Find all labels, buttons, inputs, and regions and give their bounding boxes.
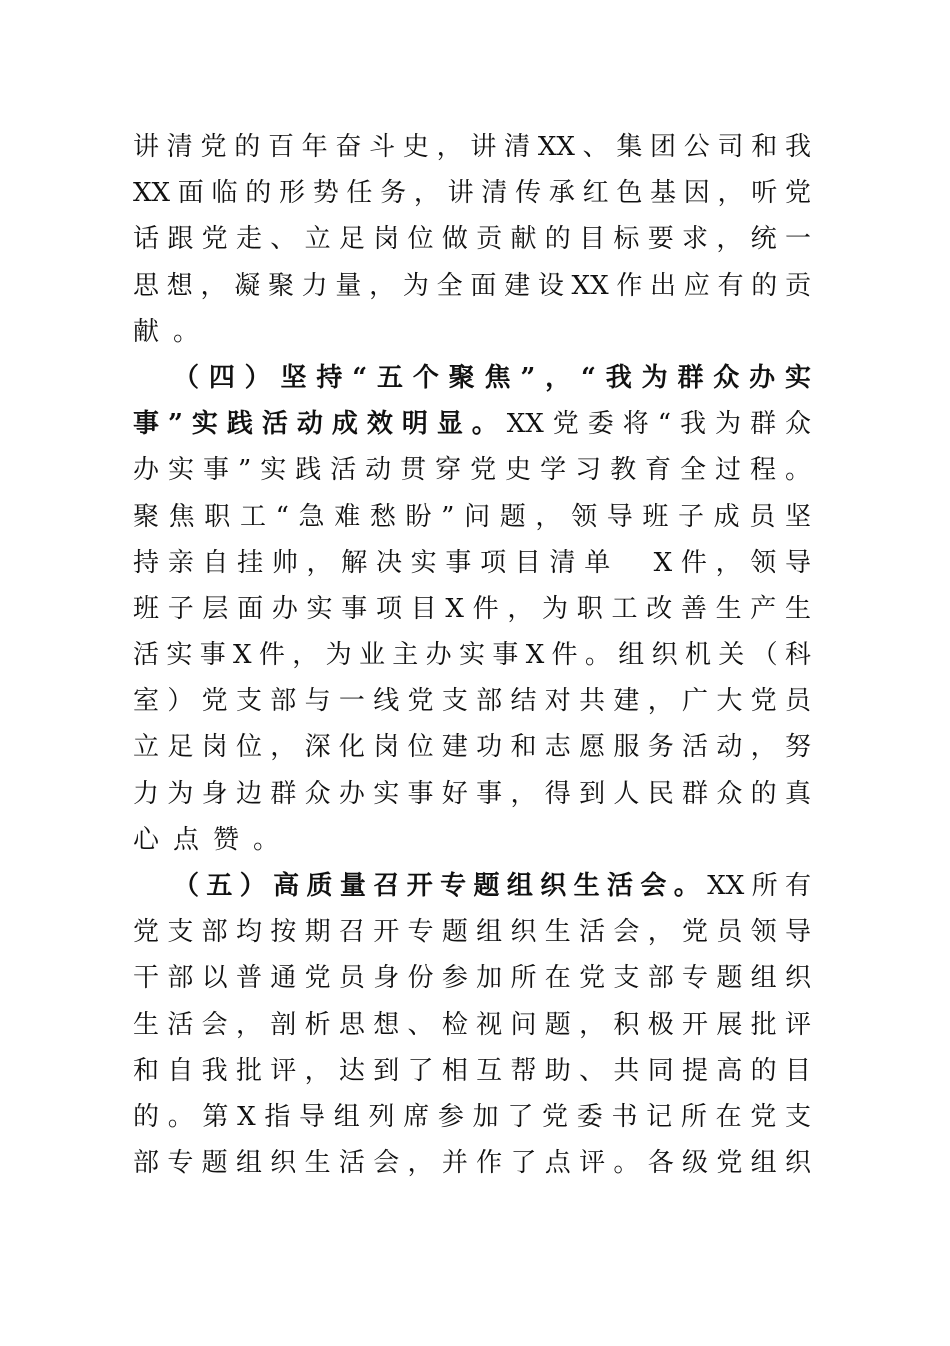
body-text: 的。第X指导组列席参加了党委书记所在党支 [133,1101,811,1132]
text-line [133,170,811,216]
body-text: 立足岗位，深化岗位建功和志愿服务活动，努 [133,732,811,763]
body-text: XX所有 [707,871,811,901]
text-line [133,216,811,262]
text-line [133,955,811,1001]
body-text: 生活会，剖析思想、检视问题，积极开展批评 [133,1009,811,1040]
text-line [133,817,811,863]
text-line [133,124,811,170]
body-text: 部专题组织生活会，并作了点评。各级党组织 [133,1148,811,1179]
document-page [133,124,811,1186]
text-line [133,1048,811,1094]
body-text: 和自我批评，达到了相互帮助、共同提高的目 [133,1055,811,1086]
text-line [133,540,811,586]
text-line [133,724,811,770]
body-text: 讲清党的百年奋斗史，讲清XX、集团公司和我 [133,132,811,162]
text-line [133,355,811,401]
text-line [133,771,811,817]
body-text: 力为身边群众办实事好事，得到人民群众的真 [133,778,811,809]
bold-heading-text: 事”实践活动成效明显。 [133,409,507,440]
body-text: 持亲自挂帅，解决实事项目清单 X件，领导 [133,547,811,578]
body-text: 话跟党走、立足岗位做贡献的目标要求，统一 [133,224,811,255]
text-line [133,309,811,355]
body-text: 活实事X件，为业主办实事X件。组织机关（科 [133,640,811,671]
text-line [133,1002,811,1048]
body-text: 班子层面办实事项目X件，为职工改善生产生 [133,593,811,624]
body-text: XX面临的形势任务，讲清传承红色基因，听党 [133,178,811,209]
text-line [133,263,811,309]
bold-heading-text: （五）高质量召开专题组织生活会。 [173,871,708,901]
bold-heading-text: （四）坚持“五个聚焦”，“我为群众办实 [173,362,811,393]
body-text: XX党委将“我为群众 [506,409,811,440]
text-line [133,447,811,493]
text-line [133,586,811,632]
text-line [133,678,811,724]
text-line [133,401,811,447]
body-text: 思想，凝聚力量，为全面建设XX作出应有的贡 [133,270,811,301]
text-line [133,494,811,540]
body-text: 聚焦职工“急难愁盼”问题，领导班子成员坚 [133,501,811,532]
text-line [133,1140,811,1186]
text-line [133,863,811,909]
body-text: 献。 [133,316,214,347]
text-line [133,632,811,678]
text-line [133,1094,811,1140]
body-text: 干部以普通党员身份参加所在党支部专题组织 [133,963,811,994]
body-text: 办实事”实践活动贯穿党史学习教育全过程。 [133,455,811,486]
body-text: 党支部均按期召开专题组织生活会，党员领导 [133,917,811,948]
text-line [133,909,811,955]
body-text: 心点赞。 [133,824,294,855]
body-text: 室）党支部与一线党支部结对共建，广大党员 [133,686,811,717]
